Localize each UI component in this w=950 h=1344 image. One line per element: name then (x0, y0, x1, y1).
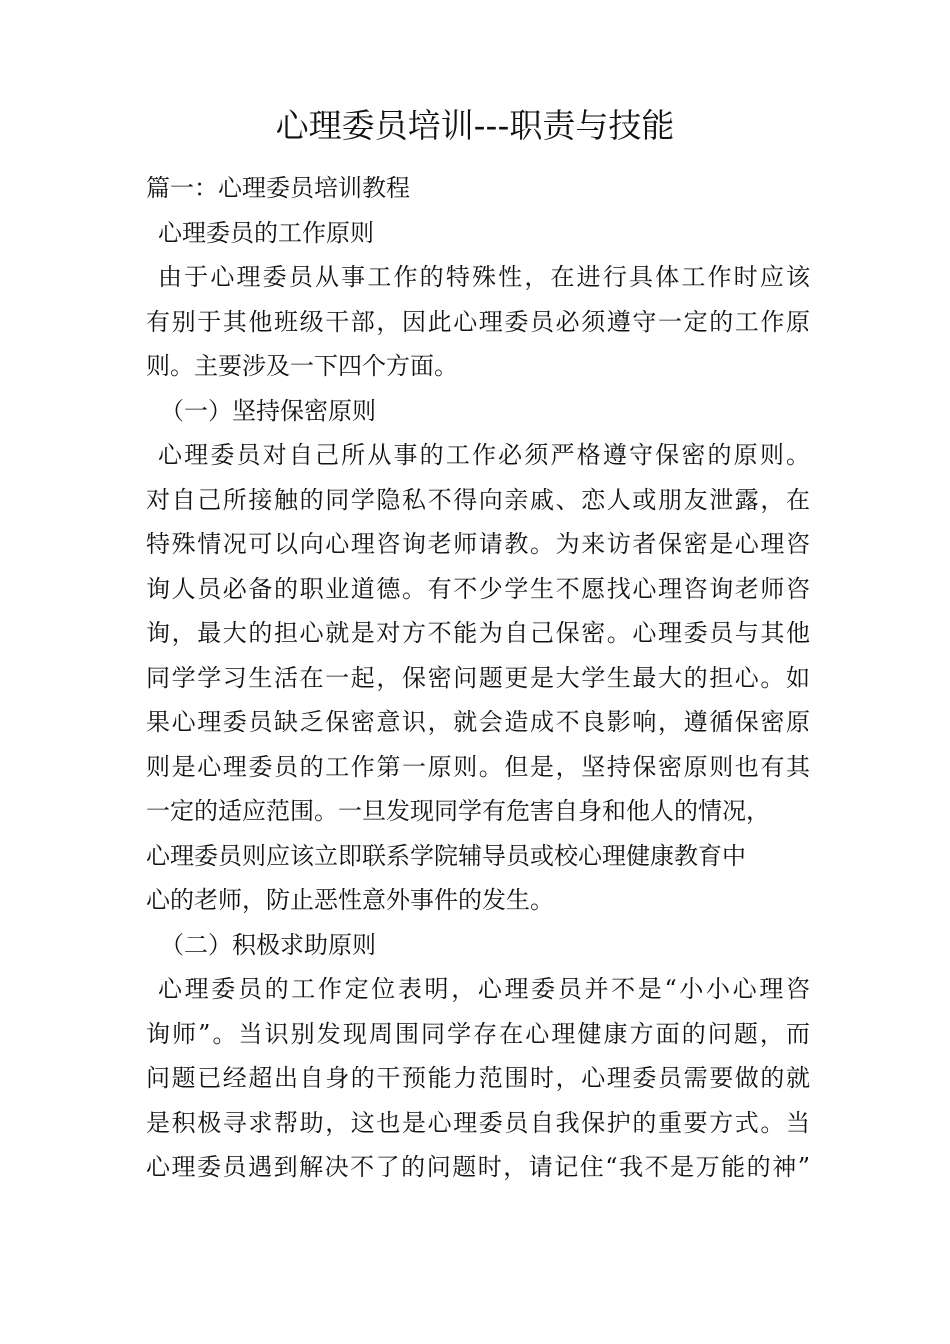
section-heading: 篇一：心理委员培训教程 (146, 174, 410, 202)
document-title: 心理委员培训---职责与技能 (275, 106, 675, 145)
paragraph-line: 心理委员则应该立即联系学院辅导员或校心理健康教育中 (146, 841, 746, 870)
subsection-heading: 心理委员的工作原则 (158, 218, 374, 247)
paragraph-line: 则。主要涉及一下四个方面。 (146, 352, 458, 380)
paragraph-line: 则是心理委员的工作第一原则。但是，坚持保密原则也有其 (146, 752, 810, 781)
paragraph-line: 询人员必备的职业道德。有不少学生不愿找心理咨询老师咨 (146, 574, 810, 603)
paragraph-line: 有别于其他班级干部，因此心理委员必须遵守一定的工作原 (146, 307, 810, 336)
paragraph-line: 询师”。当识别发现周围同学存在心理健康方面的问题，而 (146, 1019, 810, 1048)
paragraph-line: 是积极寻求帮助，这也是心理委员自我保护的重要方式。当 (146, 1108, 810, 1137)
paragraph-line: 询，最大的担心就是对方不能为自己保密。心理委员与其他 (146, 619, 810, 647)
paragraph-line: 一定的适应范围。一旦发现同学有危害自身和他人的情况， (146, 797, 770, 825)
document-body (146, 166, 810, 1190)
paragraph-line: 对自己所接触的同学隐私不得向亲戚、恋人或朋友泄露，在 (146, 485, 810, 514)
paragraph-line: 果心理委员缺乏保密意识，就会造成不良影响，遵循保密原 (146, 708, 810, 736)
paragraph-line: 心理委员遇到解决不了的问题时，请记住“我不是万能的神” (146, 1153, 810, 1181)
paragraph-line: 心的老师，防止恶性意外事件的发生。 (146, 886, 554, 914)
paragraph-line: 同学学习生活在一起，保密问题更是大学生最大的担心。如 (146, 663, 810, 692)
paragraph-line: 心理委员对自己所从事的工作必须严格遵守保密的原则。 (158, 441, 810, 469)
paragraph-line: 由于心理委员从事工作的特殊性，在进行具体工作时应该 (158, 263, 810, 291)
paragraph-line: 问题已经超出自身的干预能力范围时，心理委员需要做的就 (146, 1064, 810, 1092)
subsection-heading: （一）坚持保密原则 (160, 396, 376, 425)
paragraph-line: 心理委员的工作定位表明，心理委员并不是“小小心理咨 (158, 975, 810, 1003)
subsection-heading: （二）积极求助原则 (160, 930, 376, 959)
paragraph-line: 特殊情况可以向心理咨询老师请教。为来访者保密是心理咨 (146, 530, 810, 558)
